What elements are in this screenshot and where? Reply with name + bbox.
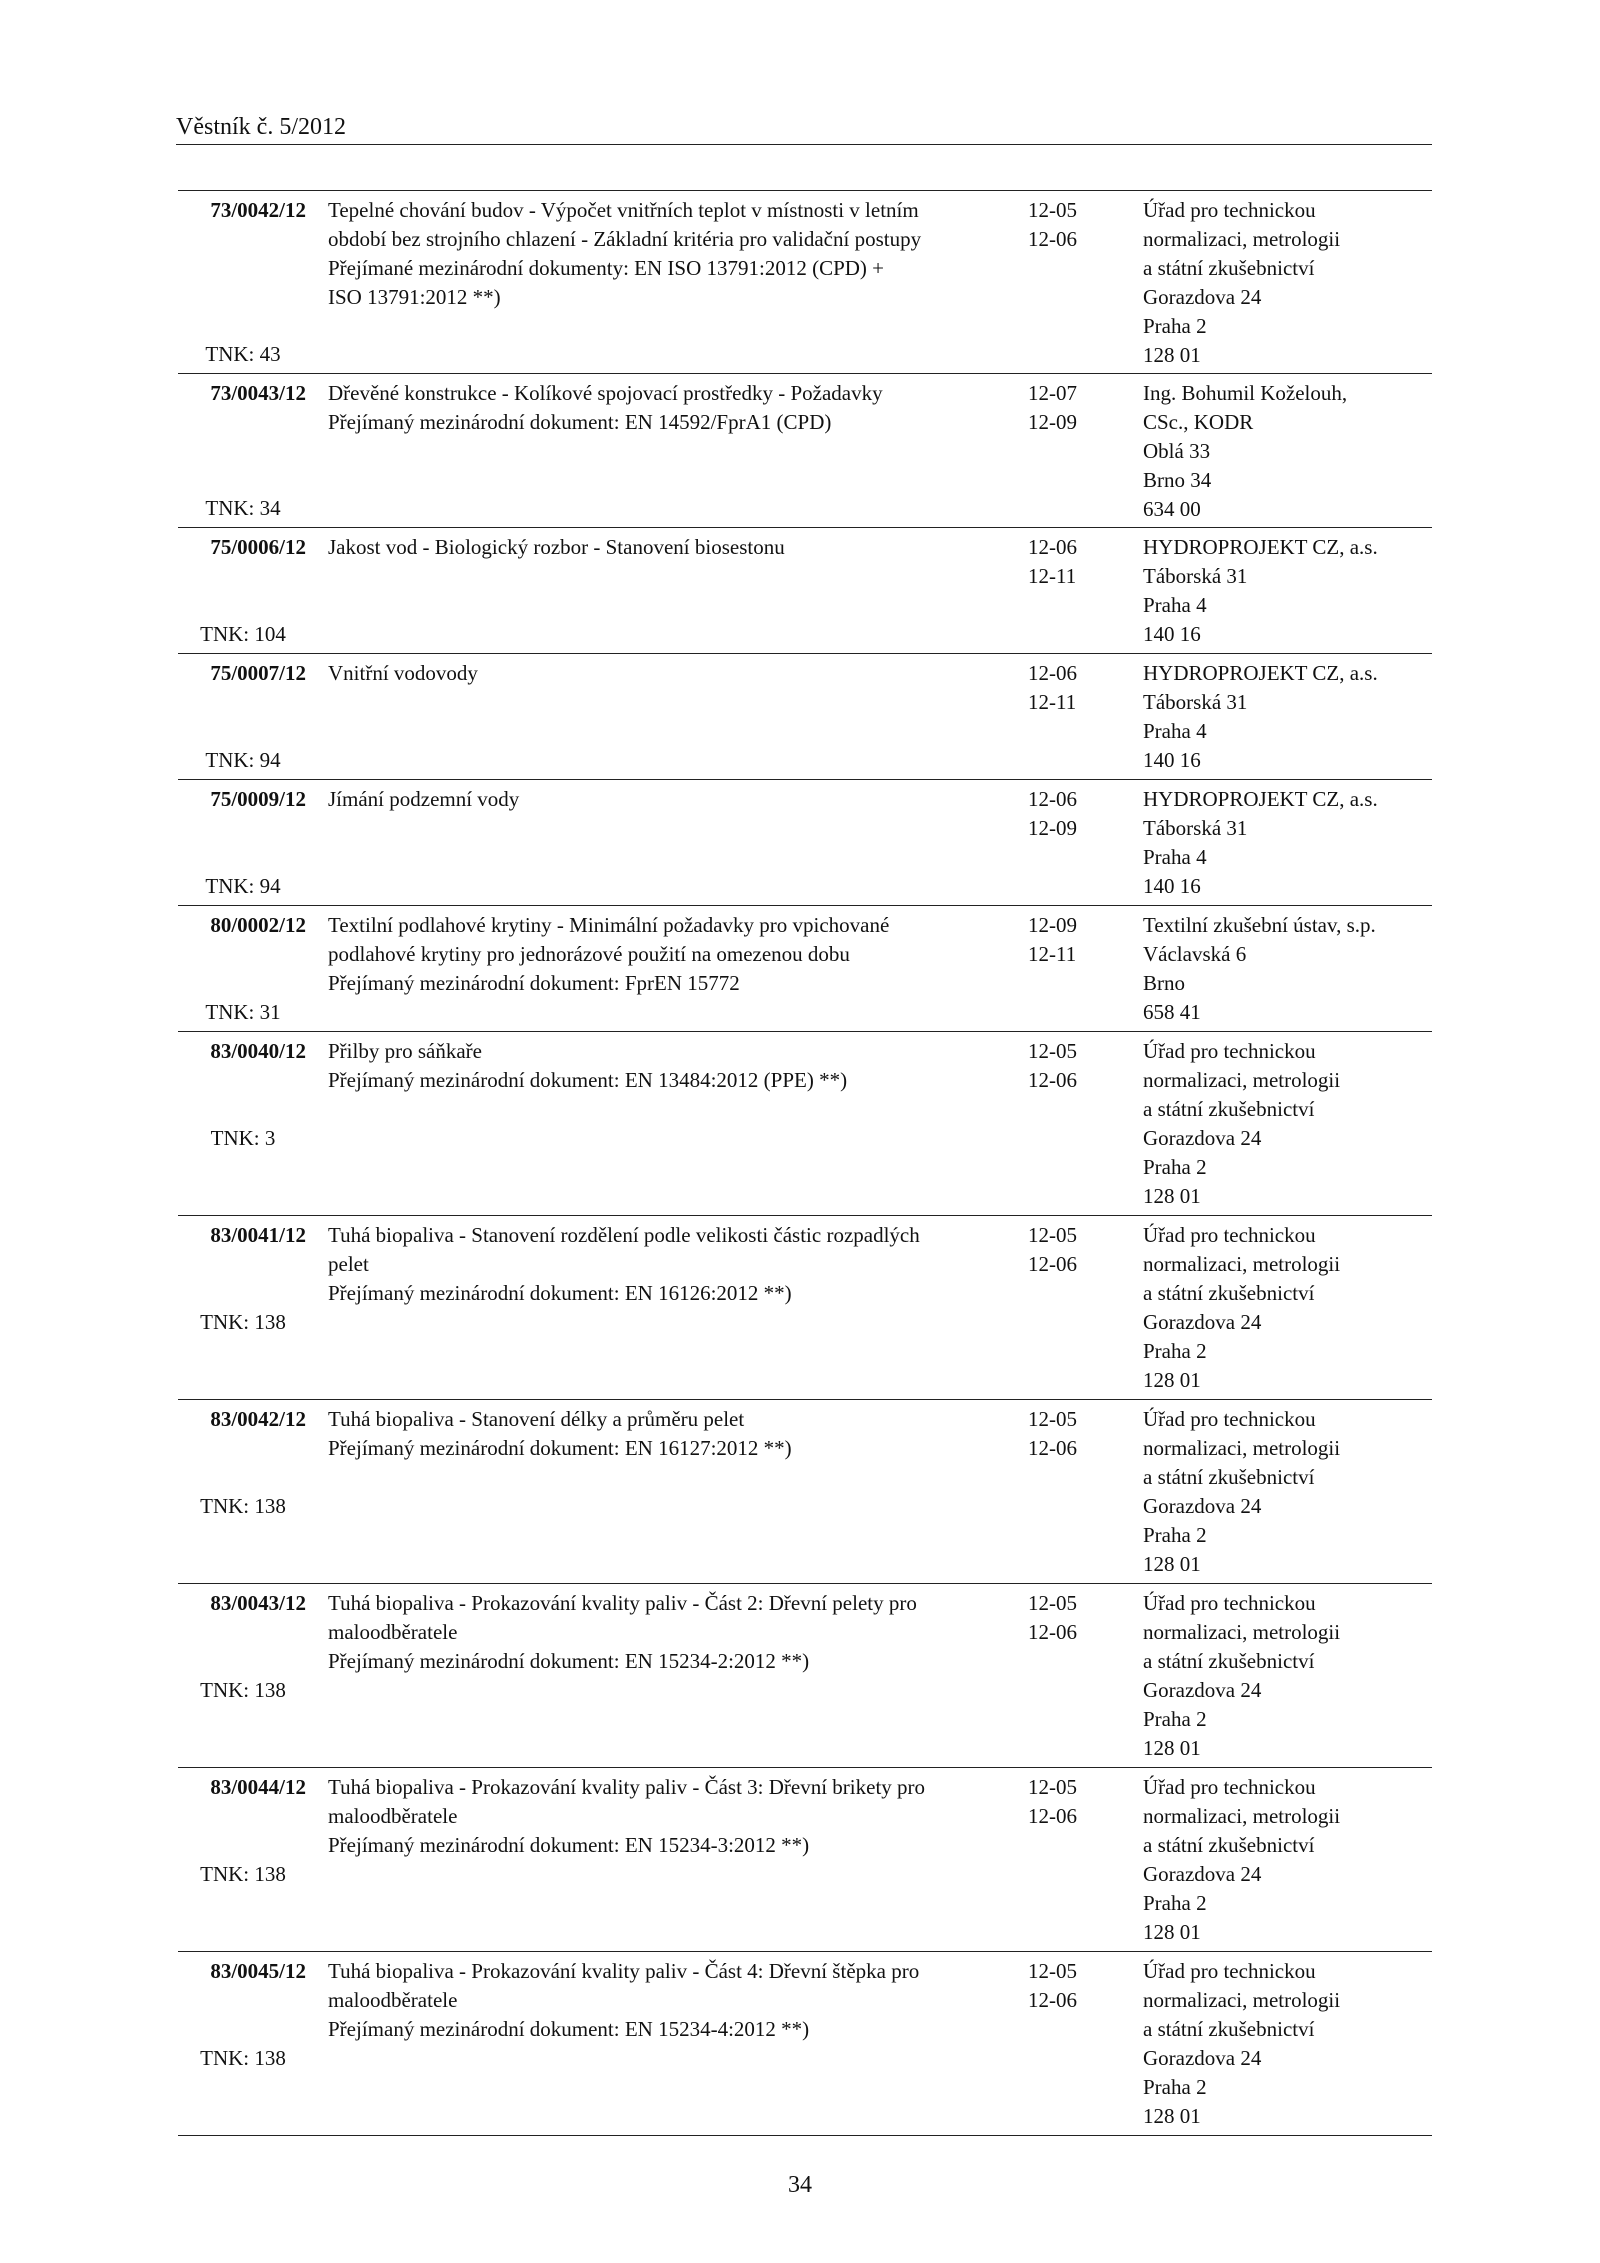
table-row — [178, 654, 1432, 780]
title-line: Jakost vod - Biologický rozbor - Stanovení biosestonu — [328, 535, 785, 559]
address-line: Úřad pro technickou — [1143, 1039, 1316, 1063]
dates-cell — [1028, 1773, 1133, 1951]
address-line: normalizaci, metrologii — [1143, 1620, 1341, 1644]
address-line: Úřad pro technickou — [1143, 1775, 1316, 1799]
address-line: Gorazdova 24 — [1143, 1126, 1262, 1150]
address-line: HYDROPROJEKT CZ, a.s. — [1143, 661, 1378, 685]
tnk-label: TNK: 138 — [200, 1862, 286, 1886]
title-line: Přejímaný mezinárodní dokument: FprEN 15772 — [328, 971, 740, 995]
code-cell — [178, 911, 308, 1031]
table-row — [178, 528, 1432, 654]
address-cell — [1133, 1405, 1432, 1583]
tnk-label: TNK: 94 — [205, 874, 281, 898]
title-cell — [308, 1221, 1028, 1399]
code-cell — [178, 1037, 308, 1215]
title-line: Tuhá biopaliva - Prokazování kvality paliv - Část 3: Dřevní brikety pro — [328, 1775, 926, 1799]
address-cell — [1133, 533, 1432, 653]
date-start: 12-06 — [1028, 535, 1077, 559]
address-line: 128 01 — [1143, 1920, 1201, 1944]
title-line: Tuhá biopaliva - Prokazování kvality paliv - Část 2: Dřevní pelety pro — [328, 1591, 917, 1615]
address-line: Gorazdova 24 — [1143, 1678, 1262, 1702]
date-end: 12-06 — [1028, 1068, 1077, 1092]
title-line: Přejímaný mezinárodní dokument: EN 13484:2012 (PPE) **) — [328, 1068, 848, 1092]
address-line: Praha 2 — [1143, 2075, 1207, 2099]
standard-code: 83/0041/12 — [210, 1223, 306, 1247]
address-line: Brno — [1143, 971, 1185, 995]
dates-cell — [1028, 1589, 1133, 1767]
tnk-label: TNK: 31 — [205, 1000, 281, 1024]
address-line: Táborská 31 — [1143, 816, 1248, 840]
standard-code: 73/0043/12 — [210, 381, 306, 405]
code-cell — [178, 196, 308, 373]
title-line: období bez strojního chlazení - Základní kritéria pro validační postupy — [328, 227, 922, 251]
title-line: Vnitřní vodovody — [328, 661, 478, 685]
address-line: Praha 4 — [1143, 719, 1207, 743]
standard-code: 75/0007/12 — [210, 661, 306, 685]
date-start: 12-09 — [1028, 913, 1077, 937]
title-line: Přejímaný mezinárodní dokument: EN 16126:2012 **) — [328, 1281, 792, 1305]
title-line: maloodběratele — [328, 1988, 458, 2012]
address-line: Táborská 31 — [1143, 690, 1248, 714]
date-end: 12-06 — [1028, 1436, 1077, 1460]
dates-cell — [1028, 379, 1133, 527]
dates-cell — [1028, 659, 1133, 779]
title-cell — [308, 1957, 1028, 2135]
address-line: Úřad pro technickou — [1143, 1959, 1316, 1983]
date-end: 12-11 — [1028, 564, 1077, 588]
title-line: Textilní podlahové krytiny - Minimální požadavky pro vpichované — [328, 913, 890, 937]
title-line: Tuhá biopaliva - Stanovení rozdělení podle velikosti částic rozpadlých — [328, 1223, 920, 1247]
address-line: Praha 2 — [1143, 1339, 1207, 1363]
date-start: 12-05 — [1028, 1959, 1077, 1983]
title-line: Přilby pro sáňkaře — [328, 1039, 482, 1063]
tnk-label: TNK: 138 — [200, 1678, 286, 1702]
address-line: Praha 2 — [1143, 314, 1207, 338]
page-number: 34 — [788, 2172, 812, 2198]
address-cell — [1133, 785, 1432, 905]
title-line: Přejímaný mezinárodní dokument: EN 15234-3:2012 **) — [328, 1833, 810, 1857]
address-cell — [1133, 196, 1432, 373]
address-line: Václavská 6 — [1143, 942, 1247, 966]
address-line: 128 01 — [1143, 1552, 1201, 1576]
dates-cell — [1028, 533, 1133, 653]
title-cell — [308, 659, 1028, 779]
address-line: Praha 4 — [1143, 845, 1207, 869]
title-line: pelet — [328, 1252, 369, 1276]
date-end: 12-11 — [1028, 942, 1077, 966]
title-line: Tuhá biopaliva - Prokazování kvality paliv - Část 4: Dřevní štěpka pro — [328, 1959, 920, 1983]
title-line: Tepelné chování budov - Výpočet vnitřních teplot v místnosti v letním — [328, 198, 919, 222]
title-line: podlahové krytiny pro jednorázové použití na omezenou dobu — [328, 942, 850, 966]
address-line: Praha 2 — [1143, 1891, 1207, 1915]
standard-code: 83/0043/12 — [210, 1591, 306, 1615]
date-end: 12-06 — [1028, 1252, 1077, 1276]
standard-code: 83/0040/12 — [210, 1039, 306, 1063]
address-line: 634 00 — [1143, 497, 1201, 521]
address-line: Textilní zkušební ústav, s.p. — [1143, 913, 1376, 937]
address-line: 140 16 — [1143, 622, 1201, 646]
date-end: 12-06 — [1028, 1804, 1077, 1828]
title-line: Přejímaný mezinárodní dokument: EN 15234-4:2012 **) — [328, 2017, 810, 2041]
address-line: a státní zkušebnictví — [1143, 1281, 1315, 1305]
code-cell — [178, 1221, 308, 1399]
address-line: Úřad pro technickou — [1143, 1407, 1316, 1431]
tnk-label: TNK: 34 — [205, 496, 281, 520]
title-line: Dřevěné konstrukce - Kolíkové spojovací prostředky - Požadavky — [328, 381, 883, 405]
address-line: normalizaci, metrologii — [1143, 1252, 1341, 1276]
standard-code: 83/0044/12 — [210, 1775, 306, 1799]
address-line: HYDROPROJEKT CZ, a.s. — [1143, 787, 1378, 811]
address-line: normalizaci, metrologii — [1143, 1988, 1341, 2012]
address-line: Táborská 31 — [1143, 564, 1248, 588]
address-line: Úřad pro technickou — [1143, 1223, 1316, 1247]
address-line: a státní zkušebnictví — [1143, 1649, 1315, 1673]
title-line: Přejímaný mezinárodní dokument: EN 14592/FprA1 (CPD) — [328, 410, 832, 434]
address-line: normalizaci, metrologii — [1143, 227, 1341, 251]
table-row — [178, 1952, 1432, 2136]
address-line: Praha 2 — [1143, 1707, 1207, 1731]
address-line: 128 01 — [1143, 2104, 1201, 2128]
code-cell — [178, 379, 308, 527]
dates-cell — [1028, 911, 1133, 1031]
address-line: a státní zkušebnictví — [1143, 256, 1315, 280]
address-line: Úřad pro technickou — [1143, 198, 1316, 222]
date-end: 12-09 — [1028, 816, 1077, 840]
title-line: Přejímané mezinárodní dokumenty: EN ISO 13791:2012 (CPD) + — [328, 256, 885, 280]
title-cell — [308, 785, 1028, 905]
address-line: Gorazdova 24 — [1143, 2046, 1262, 2070]
table-row — [178, 1032, 1432, 1216]
title-line: maloodběratele — [328, 1620, 458, 1644]
code-cell — [178, 533, 308, 653]
standard-code: 75/0009/12 — [210, 787, 306, 811]
table-row — [178, 374, 1432, 528]
address-line: HYDROPROJEKT CZ, a.s. — [1143, 535, 1378, 559]
title-cell — [308, 1037, 1028, 1215]
title-line: Jímání podzemní vody — [328, 787, 520, 811]
code-cell — [178, 659, 308, 779]
address-cell — [1133, 659, 1432, 779]
dates-cell — [1028, 1957, 1133, 2135]
address-cell — [1133, 911, 1432, 1031]
address-cell — [1133, 379, 1432, 527]
code-cell — [178, 1405, 308, 1583]
address-line: normalizaci, metrologii — [1143, 1804, 1341, 1828]
date-end: 12-06 — [1028, 1988, 1077, 2012]
address-line: Brno 34 — [1143, 468, 1212, 492]
date-end: 12-06 — [1028, 1620, 1077, 1644]
title-cell — [308, 379, 1028, 527]
tnk-label: TNK: 104 — [200, 622, 286, 646]
journal-title: Věstník č. 5/2012 — [176, 114, 346, 140]
standard-code: 80/0002/12 — [210, 913, 306, 937]
address-line: Ing. Bohumil Koželouh, — [1143, 381, 1348, 405]
address-line: Gorazdova 24 — [1143, 1310, 1262, 1334]
date-start: 12-05 — [1028, 1775, 1077, 1799]
title-cell — [308, 533, 1028, 653]
address-cell — [1133, 1773, 1432, 1951]
address-line: 128 01 — [1143, 1184, 1201, 1208]
dates-cell — [1028, 1221, 1133, 1399]
title-line: maloodběratele — [328, 1804, 458, 1828]
address-line: normalizaci, metrologii — [1143, 1436, 1341, 1460]
tnk-label: TNK: 138 — [200, 1310, 286, 1334]
standards-table — [178, 190, 1432, 2136]
title-line: Přejímaný mezinárodní dokument: EN 15234-2:2012 **) — [328, 1649, 810, 1673]
code-cell — [178, 1773, 308, 1951]
title-cell — [308, 911, 1028, 1031]
date-start: 12-05 — [1028, 1407, 1077, 1431]
address-line: a státní zkušebnictví — [1143, 1833, 1315, 1857]
tnk-label: TNK: 138 — [200, 2046, 286, 2070]
date-start: 12-05 — [1028, 198, 1077, 222]
date-start: 12-05 — [1028, 1223, 1077, 1247]
address-line: a státní zkušebnictví — [1143, 1097, 1315, 1121]
address-line: 128 01 — [1143, 1368, 1201, 1392]
tnk-label: TNK: 94 — [205, 748, 281, 772]
address-line: Gorazdova 24 — [1143, 1862, 1262, 1886]
address-line: Oblá 33 — [1143, 439, 1211, 463]
address-line: 140 16 — [1143, 874, 1201, 898]
date-start: 12-06 — [1028, 661, 1077, 685]
address-cell — [1133, 1589, 1432, 1767]
standard-code: 83/0045/12 — [210, 1959, 306, 1983]
address-cell — [1133, 1037, 1432, 1215]
tnk-label: TNK: 3 — [210, 1126, 276, 1150]
address-line: Gorazdova 24 — [1143, 285, 1262, 309]
table-row — [178, 780, 1432, 906]
date-start: 12-05 — [1028, 1039, 1077, 1063]
page-header — [176, 112, 1432, 145]
address-line: 658 41 — [1143, 1000, 1201, 1024]
address-line: 128 01 — [1143, 1736, 1201, 1760]
date-end: 12-06 — [1028, 227, 1077, 251]
code-cell — [178, 1957, 308, 2135]
tnk-label: TNK: 138 — [200, 1494, 286, 1518]
address-line: a státní zkušebnictví — [1143, 2017, 1315, 2041]
address-line: 128 01 — [1143, 343, 1201, 367]
dates-cell — [1028, 196, 1133, 373]
table-row — [178, 906, 1432, 1032]
dates-cell — [1028, 1405, 1133, 1583]
address-line: Praha 2 — [1143, 1523, 1207, 1547]
title-cell — [308, 1589, 1028, 1767]
code-cell — [178, 785, 308, 905]
dates-cell — [1028, 785, 1133, 905]
table-row — [178, 1584, 1432, 1768]
table-row — [178, 1400, 1432, 1584]
table-row — [178, 1216, 1432, 1400]
table-row — [178, 1768, 1432, 1952]
address-cell — [1133, 1221, 1432, 1399]
address-line: Praha 4 — [1143, 593, 1207, 617]
address-line: Úřad pro technickou — [1143, 1591, 1316, 1615]
dates-cell — [1028, 1037, 1133, 1215]
address-line: Praha 2 — [1143, 1155, 1207, 1179]
standard-code: 75/0006/12 — [210, 535, 306, 559]
title-cell — [308, 1773, 1028, 1951]
standard-code: 83/0042/12 — [210, 1407, 306, 1431]
address-cell — [1133, 1957, 1432, 2135]
title-cell — [308, 196, 1028, 373]
date-end: 12-11 — [1028, 690, 1077, 714]
date-start: 12-06 — [1028, 787, 1077, 811]
address-line: CSc., KODR — [1143, 410, 1254, 434]
address-line: Gorazdova 24 — [1143, 1494, 1262, 1518]
tnk-label: TNK: 43 — [205, 342, 281, 366]
title-line: Tuhá biopaliva - Stanovení délky a průměru pelet — [328, 1407, 745, 1431]
standard-code: 73/0042/12 — [210, 198, 306, 222]
address-line: a státní zkušebnictví — [1143, 1465, 1315, 1489]
address-line: normalizaci, metrologii — [1143, 1068, 1341, 1092]
address-line: 140 16 — [1143, 748, 1201, 772]
table-row — [178, 191, 1432, 374]
title-line: ISO 13791:2012 **) — [328, 285, 501, 309]
code-cell — [178, 1589, 308, 1767]
date-start: 12-05 — [1028, 1591, 1077, 1615]
title-line: Přejímaný mezinárodní dokument: EN 16127:2012 **) — [328, 1436, 792, 1460]
title-cell — [308, 1405, 1028, 1583]
date-start: 12-07 — [1028, 381, 1077, 405]
date-end: 12-09 — [1028, 410, 1077, 434]
